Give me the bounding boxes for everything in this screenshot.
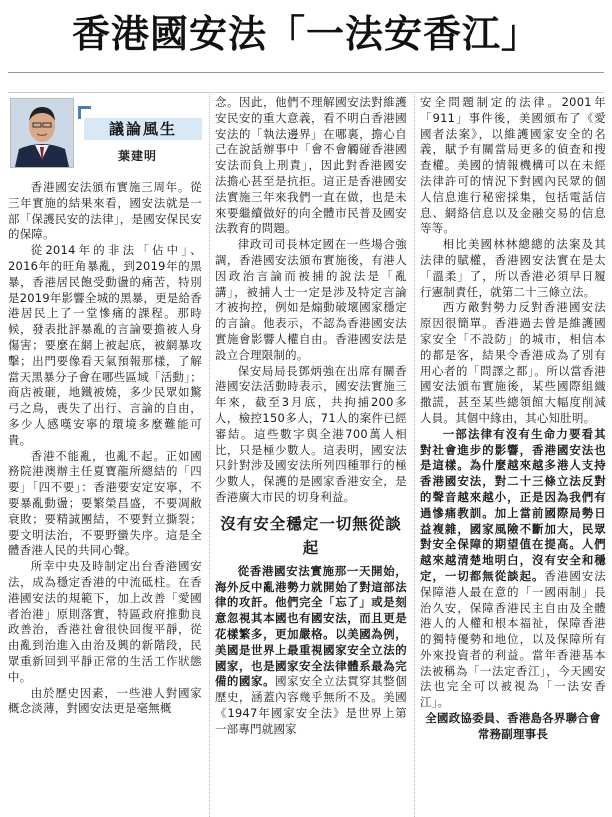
paragraph-tail: 香港國安法保障港人最在意的「一國兩制」長治久安，保障香港民主自由及全體港人的人權和根本福祉，保障香港的獨特優勢和地位，以及保障所有外來投資者的利益。當年香港基本法被稱為「一法定香江」，今天國安法也完全可以被視為「一法安香江」。 bbox=[420, 568, 606, 710]
paragraph: 安全問題制定的法律。2001年「911」事件後，美國頒布了《愛國者法案》，以維護國家安全的名義，賦予有關當局更多的偵查和搜查權。美國的情報機構可以在未經法律許可的情況下對國內民眾的個人信息進行秘密採集，包括電話信息、網絡信息以及金融交易的信息等等。 bbox=[420, 95, 606, 236]
bold-text: 一部法律有沒有生命力要看其對社會進步的影響，香港國安法也是這樣。為什麼越來越多港人支持香港國安法，對二十三條立法反對的聲音越來越小，正是因為我們有過慘痛教訓。加上當前國際局勢日益複雜，國家風險不斷加大，民眾對安全保障的期望值在提高。人們越來越清楚地明白，沒有安全和穩定，一切都無從談起。 bbox=[420, 426, 606, 583]
paragraph: 由於歷史因素，一些港人對國家概念淡薄，對國安法更是毫無概 bbox=[8, 685, 202, 716]
column-1 bbox=[8, 180, 202, 717]
paragraph bbox=[215, 564, 407, 738]
subheading: 沒有安全穩定一切無從談起 bbox=[220, 513, 402, 557]
headline-rule bbox=[8, 72, 604, 73]
author-photo bbox=[10, 98, 74, 168]
column-2 bbox=[215, 95, 407, 737]
paragraph: 念。因此，他們不理解國安法對維護安民安的重大意義，看不明白香港國安法的「執法邊界」在哪裏，擔心自己在說話辦事中「會不會觸碰香港國安法而負上刑責」，因此對香港國安法擔心甚至是抗拒。這正是香港國安法實施三年來我們一直在做，也是未來要繼續做好的向全體市民普及國安法教育的問題。 bbox=[215, 95, 407, 236]
author-name: 葉建明 bbox=[118, 149, 158, 163]
paragraph: 保安局局長鄧炳強在出席有關香港國安法活動時表示，國安法實施三年來，截至3月底，共拘捕200多人，檢控150多人，71人的案件已經審結。這些數字與全港700萬人相比，只是極少數人。這表明，國安法只針對涉及國安法所列四種罪行的極少數人，保護的是國家香港安全，是香港廣大市民的切身利益。 bbox=[215, 363, 407, 504]
paragraph: 所幸中央及時制定出台香港國安法，成為穩定香港的中流砥柱。在香港國安法的規範下，加上改善「愛國者治港」原則落實，特區政府推動良政善治，香港社會很快回復平靜，從由亂到治進入由治及興的新階段，民眾重新回到平靜正常的生活工作狀態中。 bbox=[8, 559, 202, 684]
paragraph: 香港國安法頒布實施三周年。從三年實施的結果來看，國安法就是一部「保護民安的法律」，是國安保民安的保障。 bbox=[8, 180, 202, 242]
paragraph: 香港不能亂，也亂不起。正如國務院港澳辦主任夏寶龍所總結的「四要」「四不要」：香港要安定安寧，不要暴亂動盪；要繁榮昌盛，不要凋敝衰敗；要精誠團結，不要對立撕裂；要文明法治，不要野蠻失序。這是全體香港人民的共同心聲。 bbox=[8, 448, 202, 558]
paragraph bbox=[420, 427, 606, 711]
author-byline: 全國政協委員、香港島各界聯合會常務副理事長 bbox=[425, 711, 601, 741]
headline: 香港國安法「一法安香江」 bbox=[71, 11, 540, 56]
column-3 bbox=[420, 95, 606, 743]
paragraph: 相比美國林林總總的法案及其法律的賦權，香港國安法實在是太「溫柔」了，所以香港必須早日履行憲制責任，就第二十三條立法。 bbox=[420, 237, 606, 299]
paragraph: 律政司司長林定國在一些場合強調，香港國安法頒布實施後，有港人因政治言論而被捕的說法是「亂講」，被捕人士一定是涉及特定言論才被拘控，例如是煽動破壞國家穩定的言論。他表示，不認為香港國安法實施會影響人權自由。香港國安法是設立合理限制的。 bbox=[215, 237, 407, 362]
column-label: 議論風生 bbox=[84, 118, 202, 140]
paragraph: 從2014年的非法「佔中」、2016年的旺角暴亂，到2019年的黑暴，香港居民飽受動盪的痛苦，特別是2019年影響全城的黑暴，更是給香港居民上了一堂慘痛的課程。那時候，發表批評暴亂的言論要擔被人身傷害；要麼在網上被起底，被網暴攻擊；出門要像看天氣預報那樣，了解當天黑暴分子會在哪些區域「活動」；商店被砸，地鐵被燒，多少民眾如驚弓之鳥，喪失了出行、言論的自由，多少人感嘆安寧的環境多麼難能可貴。 bbox=[8, 243, 202, 447]
paragraph: 西方敵對勢力反對香港國安法原因很簡單。香港過去曾是維護國家安全「不設防」的城市，相信本的都是客，結果令香港成為了別有用心者的「問譯之都」。所以當香港國安法頒布實施後，某些國際組織撒謊，甚至某些總領館大幅度削減人員。其個中緣由，其心知肚明。 bbox=[420, 300, 606, 425]
column-separator bbox=[414, 94, 415, 817]
paragraph-tail: 國家安全立法貫穿其整個歷史，涵蓋內容幾乎無所不及。美國《1947年國家安全法》是世界上第一部專門就國家 bbox=[215, 674, 407, 736]
top-rule bbox=[8, 92, 604, 93]
bold-text: 從香港國安法實施那一天開始，海外反中亂港勢力就開始了對這部法律的攻訐。他們完全「忘了」或是刻意忽視其本國也有國安法，而且更是花樣繁多，更加嚴格。以美國為例，美國是世界上最重視國家安全立法的國家，也是國家安全法律體系最為完備的國家。 bbox=[215, 563, 407, 689]
column-separator bbox=[209, 94, 210, 817]
